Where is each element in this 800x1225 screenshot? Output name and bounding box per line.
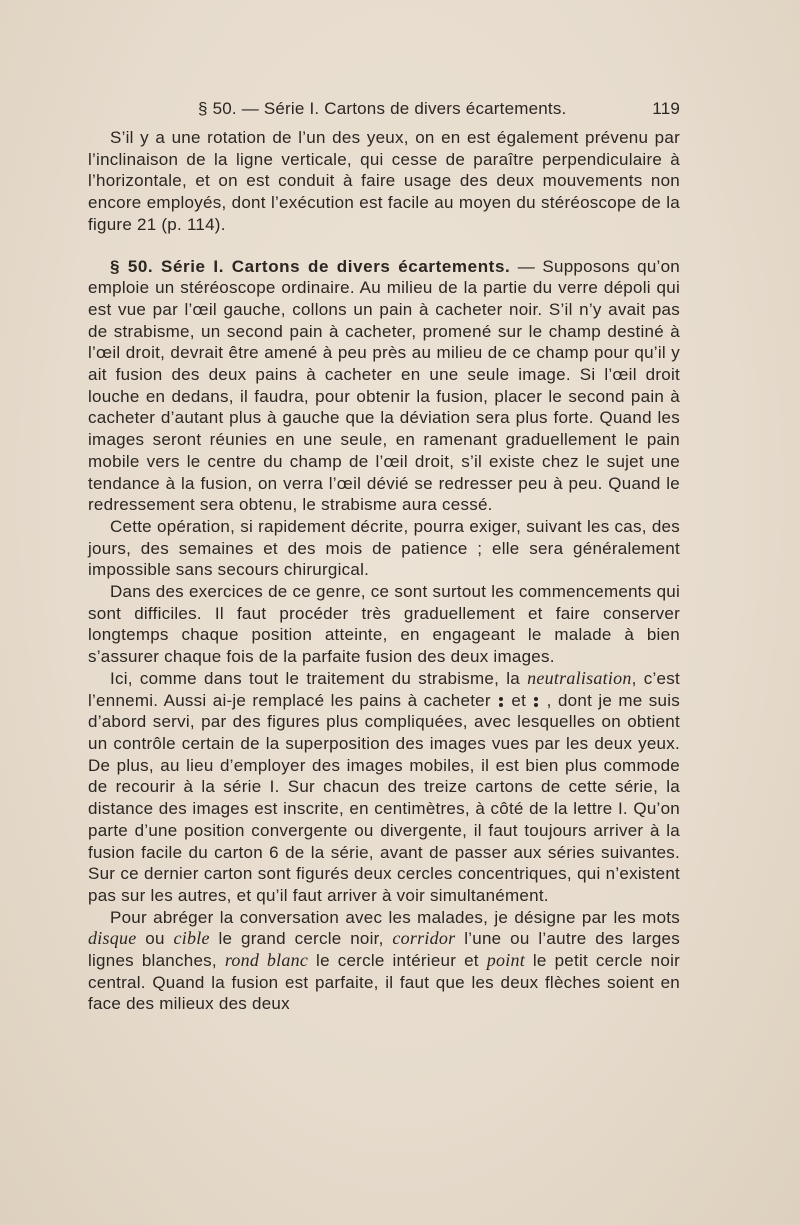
text-run: l’une ou l’autre des larges lignes blanches, (88, 929, 680, 971)
page-body (88, 127, 680, 1015)
italic-term: corridor (392, 928, 456, 949)
page-number: 119 (652, 99, 680, 118)
text-run: Ici, comme dans tout le traitement du strabisme, la (110, 668, 528, 688)
running-header (88, 99, 680, 123)
section-heading: § 50. Série I. Cartons de divers écartements. (110, 256, 511, 276)
text-run: le petit cercle noir central. Quand la fusion est parfaite, il faut que les deux flèches soient en face des milieux des deux (88, 951, 681, 1014)
italic-term: cible (173, 928, 210, 949)
running-title: § 50. — Série I. Cartons de divers écartements. (198, 99, 567, 118)
text-run: ou (136, 929, 174, 949)
section-text: — Supposons qu’on emploie un stéréoscope ordinaire. Au milieu de la partie du verre dépoli qui est vue par l’œil gauche, collons un pain à cacheter noir. S’il n’y avait pas de strabisme, un second pain à cacheter, promené sur le champ destiné à l’œil droit, devrait être amené à peu près au milieu de ce champ pour qu’il y ait fusion des deux pains à cacheter en une seule image. Si l’œil droit louche en dedans, il faudra, pour obtenir la fusion, placer le second pain à cacheter d’autant plus à gauche que la déviation sera plus forte. Quand les images seront réunies en une seule, en ramenant graduellement le pain mobile vers le centre du champ de l’œil droit, s’il existe chez le sujet une tendance à la fusion, on verra l’œil dévié se redresser peu à peu. Quand le redressement sera obtenu, le strabisme aura cessé. (88, 256, 680, 515)
text-run: Pour abréger la conversation avec les malades, je désigne par les mots (110, 907, 680, 927)
paragraph-exercises: Dans des exercices de ce genre, ce sont surtout les commencements qui sont difficiles. Il faut procéder très graduellement et faire conserver longtemps chaque position atteinte, en engageant le malade à bien s’assurer chaque fois de la parfaite fusion des deux images. (88, 582, 680, 667)
italic-term: point (486, 950, 525, 971)
text-run: le cercle intérieur et (308, 951, 487, 971)
paragraph-rotation: S’il y a une rotation de l’un des yeux, on en est également prévenu par l’inclinaison de la ligne verticale, qui cesse de paraître perpendiculaire à l’horizontale, et on est conduit à faire usage des deux mouvements non encore employés, dont l’exécution est facile au moyen du stéréoscope de la figure 21 (p. 114). (88, 128, 680, 234)
text-run: le grand cercle noir, (209, 929, 393, 949)
paragraph-section-50 (88, 256, 680, 516)
paragraph-terms (88, 907, 680, 1016)
double-dot-symbol-icon (499, 697, 503, 707)
italic-term: rond blanc (224, 950, 309, 971)
paragraph-operation: Cette opération, si rapidement décrite, pourra exiger, suivant les cas, des jours, des semaines et des mois de patience ; elle sera généralement impossible sans secours chirurgical. (88, 516, 680, 580)
paragraph-neutralisation (88, 668, 680, 907)
italic-term: neutralisation (527, 667, 632, 688)
text-run: et (505, 690, 533, 710)
italic-term: disque (88, 928, 137, 949)
double-dot-symbol-icon (534, 697, 538, 707)
text-run: , c’est l’ennemi. Aussi ai-je remplacé les pains à cacheter (88, 668, 680, 710)
text-run: , dont je me suis d’abord servi, par des figures plus compliquées, avec lesquelles on obtient un contrôle certain de la superposition des images vues par les deux yeux. De plus, au lieu d’employer des images mobiles, il est bien plus commode de recourir à la série I. Sur chacun des treize cartons de cette série, la distance des images est inscrite, en centimètres, à côté de la lettre I. Qu’on parte d’une position convergente ou divergente, il faut toujours arriver à la fusion facile du carton 6 de la série, avant de passer aux séries suivantes. Sur ce dernier carton sont figurés deux cercles concentriques, qui n’existent pas sur les autres, et qu’il faut arriver à voir simultanément. (88, 690, 681, 905)
